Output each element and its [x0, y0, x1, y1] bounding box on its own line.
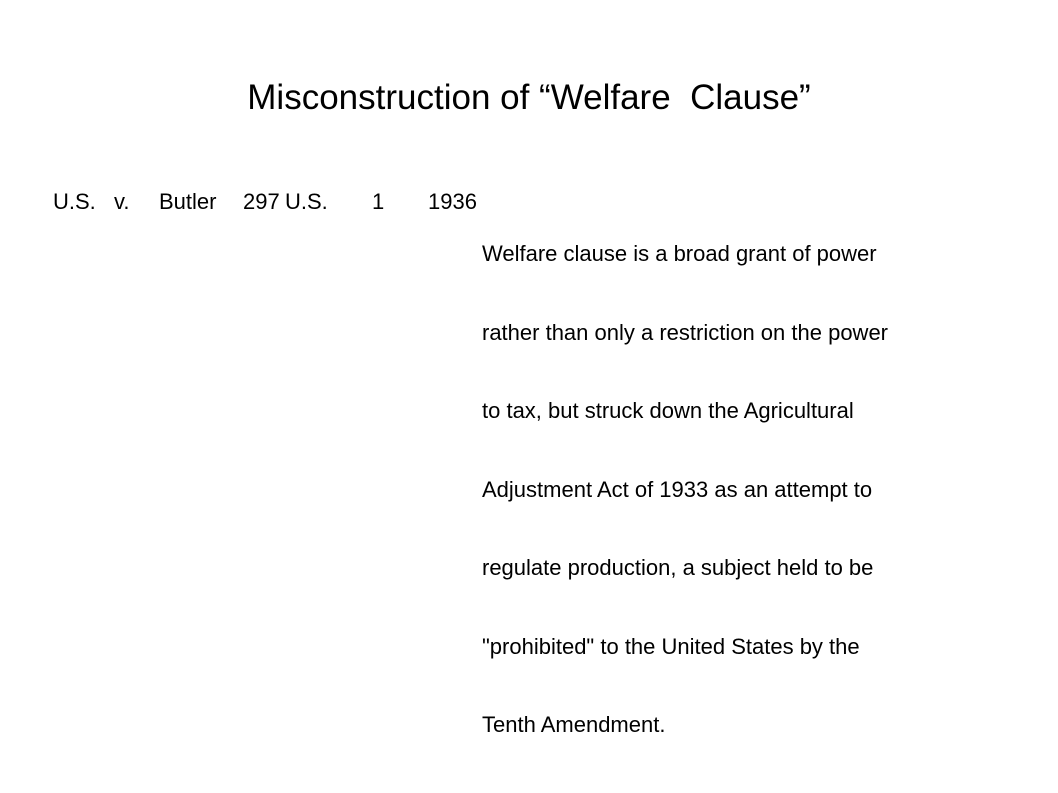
slide-title: Misconstruction of “Welfare Clause” — [247, 78, 811, 117]
holding-line: "prohibited" to the United States by the — [482, 633, 860, 659]
case-holding — [482, 189, 952, 791]
holding-line: to tax, but struck down the Agricultural — [482, 398, 854, 423]
case-reporter: U.S. — [285, 189, 328, 214]
holding-line: Welfare clause is a broad grant of power — [482, 241, 877, 266]
case-party-defendant: Butler — [159, 189, 217, 214]
holding-line: Tenth Amendment. — [482, 712, 666, 737]
case-versus: v. — [114, 189, 130, 214]
case-year: 1936 — [428, 189, 477, 214]
case-page: 1 — [372, 189, 385, 214]
case-volume: 297 — [243, 189, 280, 214]
holding-line: Adjustment Act of 1933 as an attempt to — [482, 476, 873, 502]
case-party-plaintiff: U.S. — [53, 189, 96, 214]
holding-line: regulate production, a subject held to be — [482, 555, 874, 580]
holding-line: rather than only a restriction on the power — [482, 319, 889, 345]
